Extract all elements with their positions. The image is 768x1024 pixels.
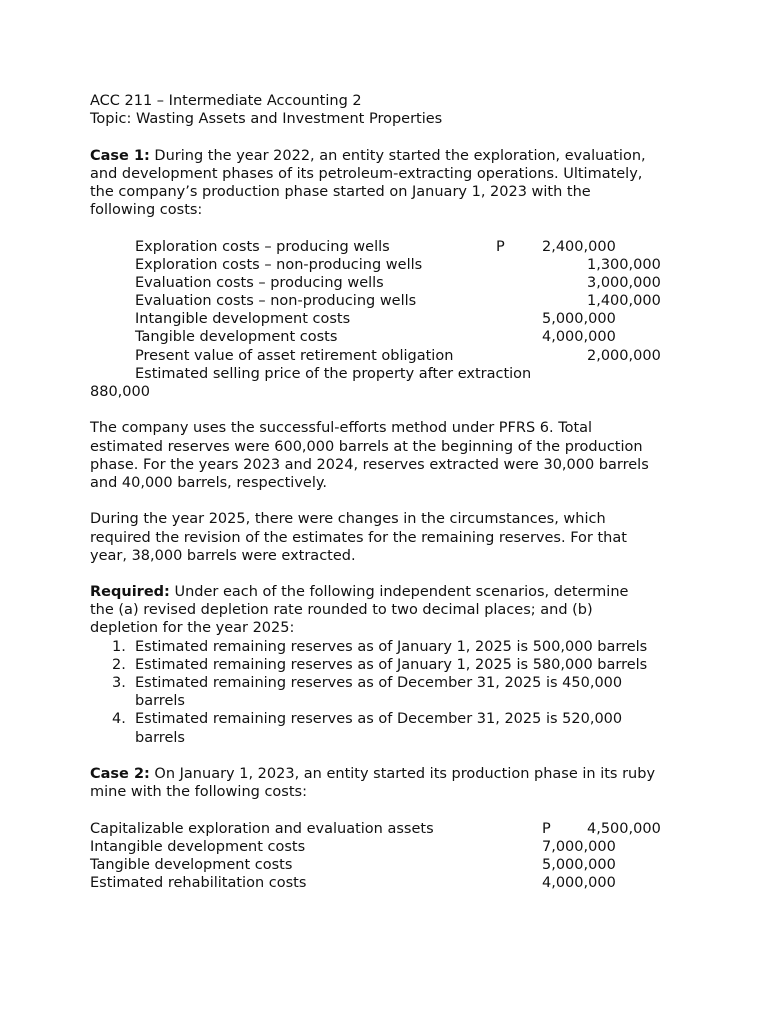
- cost-label: Intangible development costs: [90, 838, 306, 855]
- cost-label: Evaluation costs – non-producing wells: [135, 293, 417, 310]
- list-number: 3.: [112, 675, 126, 691]
- case1-intro-line: the company’s production phase started on January 1, 2023 with the: [90, 183, 591, 200]
- paragraph-line: The company uses the successful-efforts method under PFRS 6. Total: [90, 420, 593, 437]
- cost-label: Tangible development costs: [90, 856, 293, 873]
- currency-symbol: P: [496, 238, 505, 255]
- paragraph-line: phase. For the years 2023 and 2024, reserves extracted were 30,000 barrels: [90, 456, 649, 473]
- list-item: 2. Estimated remaining reserves as of January 1, 2025 is 580,000 barrels: [112, 656, 648, 673]
- document-page: [90, 92, 690, 892]
- case1-intro-line: and development phases of its petroleum-extracting operations. Ultimately,: [90, 165, 643, 182]
- cost-amount: 2,400,000: [542, 238, 616, 255]
- topic-line: Topic: Wasting Assets and Investment Properties: [90, 111, 443, 128]
- selling-price-amount: 880,000: [90, 384, 150, 400]
- list-number: 1.: [112, 638, 126, 655]
- case2-cost-table: [90, 820, 690, 893]
- paragraph-line: year, 38,000 barrels were extracted.: [90, 547, 356, 564]
- cost-amount: 5,000,000: [542, 856, 616, 873]
- cost-label: Present value of asset retirement obligation: [135, 347, 454, 364]
- list-item: 1. Estimated remaining reserves as of January 1, 2025 is 500,000 barrels: [112, 638, 648, 655]
- paragraph-line: estimated reserves were 600,000 barrels at the beginning of the production: [90, 438, 643, 455]
- case1-cost-table: [90, 238, 690, 402]
- case2-label: Case 2:: [90, 765, 150, 782]
- case2-intro-line: Case 2: On January 1, 2023, an entity started its production phase in its ruby: [90, 765, 656, 782]
- cost-amount: 4,000,000: [542, 875, 616, 892]
- cost-row: [90, 328, 690, 346]
- cost-row: [90, 238, 690, 256]
- required-line: Required: Under each of the following independent scenarios, determine: [90, 584, 629, 601]
- cost-label: Evaluation costs – producing wells: [135, 274, 384, 291]
- cost-label: Intangible development costs: [135, 311, 351, 328]
- paragraph-line: During the year 2025, there were changes in the circumstances, which: [90, 511, 606, 528]
- paragraph-line: and 40,000 barrels, respectively.: [90, 474, 327, 491]
- selling-price-label: Estimated selling price of the property after extraction: [135, 365, 532, 382]
- list-item: 3. Estimated remaining reserves as of December 31, 2025 is 450,000 barrels: [112, 675, 623, 710]
- cost-amount: 4,500,000: [587, 820, 661, 837]
- case1-intro-line: following costs:: [90, 202, 203, 219]
- cost-amount: 5,000,000: [542, 311, 616, 328]
- paragraph-line: required the revision of the estimates for the remaining reserves. For that: [90, 529, 627, 546]
- case1-intro-line: Case 1: During the year 2022, an entity started the exploration, evaluation,: [90, 147, 646, 164]
- required-label: Required:: [90, 584, 170, 601]
- cost-row: [90, 292, 690, 310]
- cost-amount: 2,000,000: [587, 347, 661, 364]
- list-item: 4. Estimated remaining reserves as of December 31, 2025 is 520,000 barrels: [112, 711, 623, 746]
- currency-symbol: P: [542, 820, 551, 837]
- list-number: 4.: [112, 711, 126, 728]
- cost-label: Exploration costs – producing wells: [135, 238, 390, 255]
- cost-row: [90, 838, 690, 856]
- case1-label: Case 1:: [90, 147, 150, 164]
- cost-row: [90, 310, 690, 328]
- cost-amount: 1,300,000: [587, 256, 661, 273]
- scenario-list: [90, 638, 690, 747]
- required-line: depletion for the year 2025:: [90, 620, 295, 637]
- cost-amount: 7,000,000: [542, 838, 616, 855]
- cost-row: [90, 274, 690, 292]
- cost-label: Capitalizable exploration and evaluation assets: [90, 820, 434, 837]
- cost-row: [90, 820, 690, 838]
- cost-row: [90, 856, 690, 874]
- list-number: 2.: [112, 656, 126, 673]
- cost-row: [90, 874, 690, 892]
- cost-row: [90, 347, 690, 365]
- cost-label: Tangible development costs: [135, 329, 338, 346]
- cost-amount: 3,000,000: [587, 274, 661, 291]
- course-title: ACC 211 – Intermediate Accounting 2: [90, 93, 362, 109]
- cost-label: Exploration costs – non-producing wells: [135, 256, 423, 273]
- required-line: the (a) revised depletion rate rounded to two decimal places; and (b): [90, 602, 593, 619]
- cost-label: Estimated rehabilitation costs: [90, 875, 307, 892]
- cost-amount: 1,400,000: [587, 293, 661, 310]
- cost-amount: 4,000,000: [542, 329, 616, 346]
- case2-intro-line: mine with the following costs:: [90, 784, 307, 801]
- cost-row: [90, 256, 690, 274]
- cost-row: [90, 365, 690, 383]
